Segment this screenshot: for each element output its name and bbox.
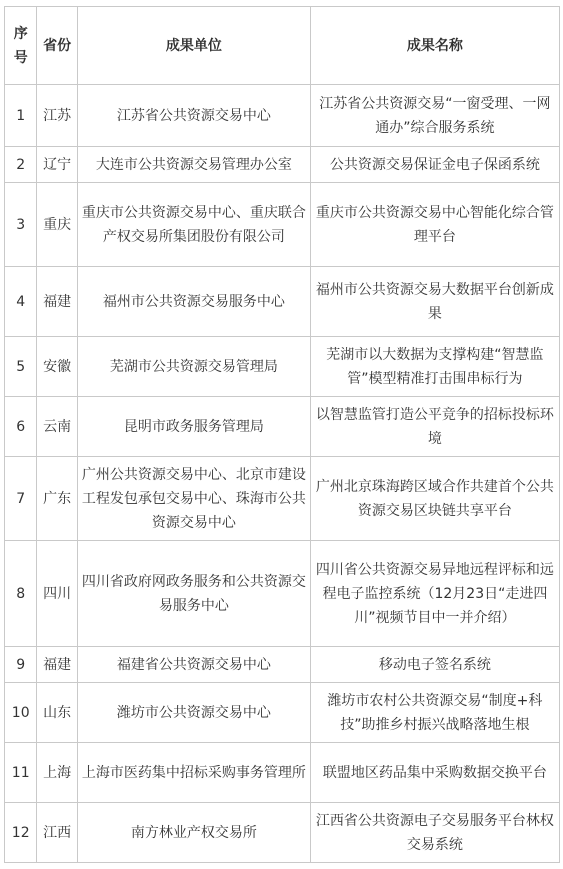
header-no: 序号 xyxy=(5,7,37,85)
row-no: 8 xyxy=(5,541,37,647)
table-row xyxy=(5,647,560,683)
row-name: 潍坊市农村公共资源交易“制度+科技”助推乡村振兴战略落地生根 xyxy=(310,683,559,743)
table-row xyxy=(5,457,560,541)
row-province: 山东 xyxy=(37,683,78,743)
row-name: 江苏省公共资源交易“一窗受理、一网通办”综合服务系统 xyxy=(310,85,559,147)
row-no: 10 xyxy=(5,683,37,743)
row-unit: 福建省公共资源交易中心 xyxy=(77,647,310,683)
row-unit: 福州市公共资源交易服务中心 xyxy=(77,267,310,337)
row-unit: 芜湖市公共资源交易管理局 xyxy=(77,337,310,397)
row-name: 以智慧监管打造公平竞争的招标投标环境 xyxy=(310,397,559,457)
row-unit: 江苏省公共资源交易中心 xyxy=(77,85,310,147)
row-unit: 四川省政府网政务服务和公共资源交易服务中心 xyxy=(77,541,310,647)
table-header-row xyxy=(5,7,560,85)
row-province: 福建 xyxy=(37,267,78,337)
row-province: 广东 xyxy=(37,457,78,541)
table-row xyxy=(5,397,560,457)
table-row xyxy=(5,541,560,647)
row-no: 7 xyxy=(5,457,37,541)
row-unit: 南方林业产权交易所 xyxy=(77,803,310,863)
row-name: 移动电子签名系统 xyxy=(310,647,559,683)
row-no: 11 xyxy=(5,743,37,803)
table-row xyxy=(5,803,560,863)
row-unit: 大连市公共资源交易管理办公室 xyxy=(77,147,310,183)
row-province: 江苏 xyxy=(37,85,78,147)
row-province: 辽宁 xyxy=(37,147,78,183)
row-no: 9 xyxy=(5,647,37,683)
table-row xyxy=(5,743,560,803)
row-name: 公共资源交易保证金电子保函系统 xyxy=(310,147,559,183)
row-unit: 广州公共资源交易中心、北京市建设工程发包承包交易中心、珠海市公共资源交易中心 xyxy=(77,457,310,541)
row-province: 四川 xyxy=(37,541,78,647)
table-row xyxy=(5,147,560,183)
row-unit: 潍坊市公共资源交易中心 xyxy=(77,683,310,743)
row-province: 福建 xyxy=(37,647,78,683)
results-table xyxy=(4,6,560,863)
row-no: 1 xyxy=(5,85,37,147)
row-no: 12 xyxy=(5,803,37,863)
table-row xyxy=(5,183,560,267)
row-no: 4 xyxy=(5,267,37,337)
row-province: 江西 xyxy=(37,803,78,863)
row-province: 上海 xyxy=(37,743,78,803)
row-province: 安徽 xyxy=(37,337,78,397)
header-name: 成果名称 xyxy=(310,7,559,85)
row-no: 3 xyxy=(5,183,37,267)
row-no: 5 xyxy=(5,337,37,397)
table-row xyxy=(5,85,560,147)
table-row xyxy=(5,683,560,743)
row-name: 广州北京珠海跨区域合作共建首个公共资源交易区块链共享平台 xyxy=(310,457,559,541)
row-name: 江西省公共资源电子交易服务平台林权交易系统 xyxy=(310,803,559,863)
row-name: 福州市公共资源交易大数据平台创新成果 xyxy=(310,267,559,337)
row-name: 联盟地区药品集中采购数据交换平台 xyxy=(310,743,559,803)
row-no: 6 xyxy=(5,397,37,457)
row-name: 芜湖市以大数据为支撑构建“智慧监管”模型精准打击围串标行为 xyxy=(310,337,559,397)
table-row xyxy=(5,337,560,397)
row-unit: 昆明市政务服务管理局 xyxy=(77,397,310,457)
table-row xyxy=(5,267,560,337)
row-province: 云南 xyxy=(37,397,78,457)
row-province: 重庆 xyxy=(37,183,78,267)
row-unit: 重庆市公共资源交易中心、重庆联合产权交易所集团股份有限公司 xyxy=(77,183,310,267)
row-name: 四川省公共资源交易异地远程评标和远程电子监控系统（12月23日“走进四川”视频节目中一并介绍） xyxy=(310,541,559,647)
row-no: 2 xyxy=(5,147,37,183)
header-province: 省份 xyxy=(37,7,78,85)
row-unit: 上海市医药集中招标采购事务管理所 xyxy=(77,743,310,803)
row-name: 重庆市公共资源交易中心智能化综合管理平台 xyxy=(310,183,559,267)
header-unit: 成果单位 xyxy=(77,7,310,85)
